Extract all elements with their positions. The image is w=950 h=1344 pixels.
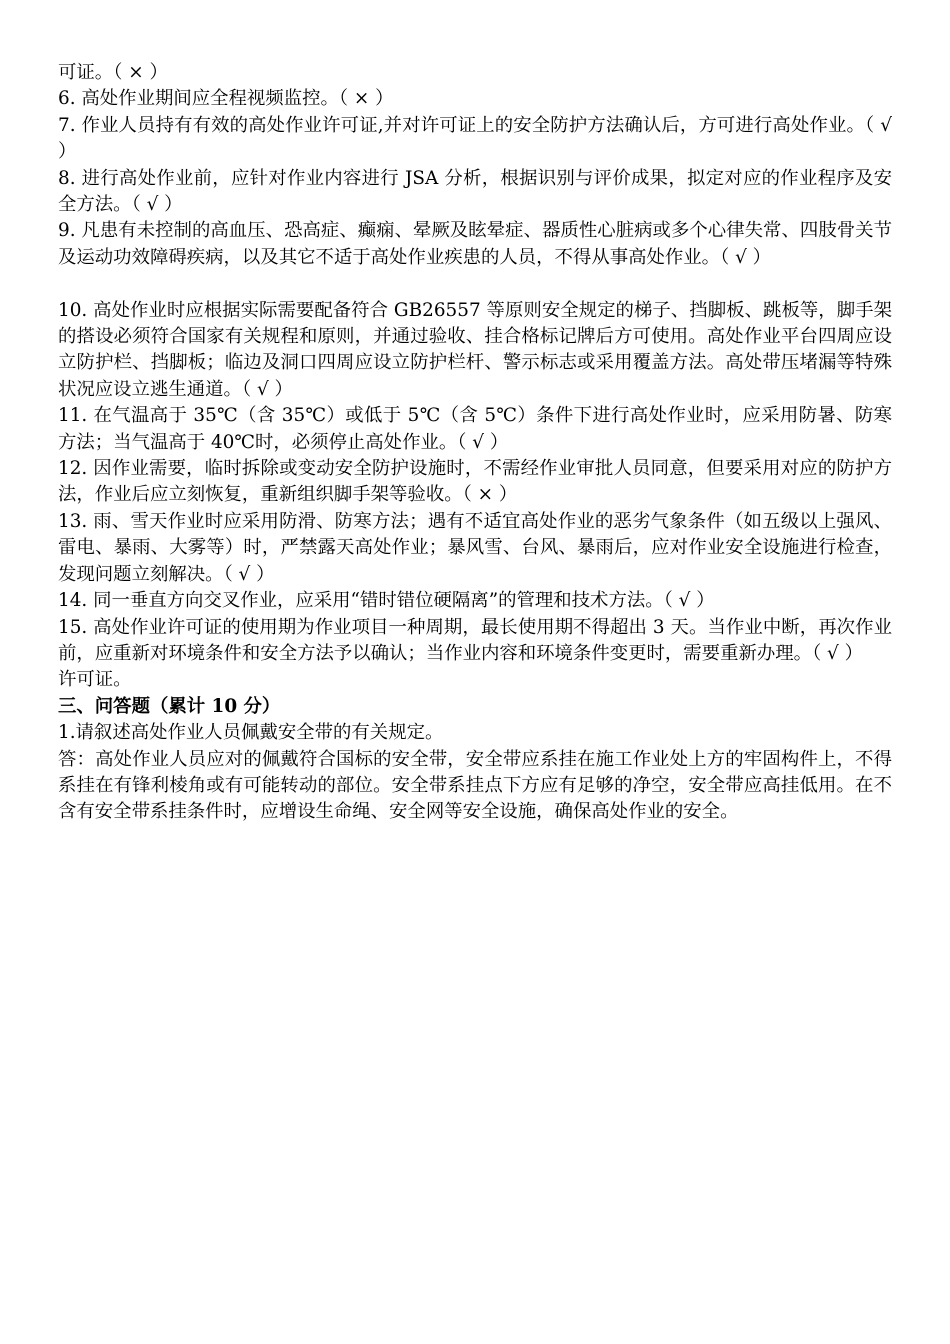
item-6: 6. 高处作业期间应全程视频监控。（ × ） bbox=[58, 88, 394, 110]
item-12: 12. 因作业需要，临时拆除或变动安全防护设施时，不需经作业审批人员同意，但要采用对应的防护方法，作业后应立刻恢复，重新组织脚手架等验收。（ × ） bbox=[58, 458, 892, 506]
question-1: 1.请叙述高处作业人员佩戴安全带的有关规定。 bbox=[58, 722, 444, 744]
item-11: 11. 在气温高于 35℃（含 35℃）或低于 5℃（含 5℃）条件下进行高处作业时，应采用防暑、防寒方法；当气温高于 40℃时，必须停止高处作业。（ √ ） bbox=[58, 405, 892, 453]
item-10: 10. 高处作业时应根据实际需要配备符合 GB26557 等原则安全规定的梯子、挡脚板、跳板等，脚手架的搭设必须符合国家有关规程和原则，并通过验收、挂合格标记牌后方可使用。高处作业平台四周应设立防护栏、挡脚板；临边及洞口四周应设立防护栏杆、警示标志或采用覆盖方法。高处带压堵漏等特殊状况应设立逃生通道。（ √ ） bbox=[58, 299, 892, 400]
section-title: 三、问答题（累计 10 分） bbox=[58, 695, 281, 717]
answer-1: 答：高处作业人员应对的佩戴符合国标的安全带，安全带应系挂在施工作业处上方的牢固构件上，不得系挂在有锋利棱角或有可能转动的部位。安全带系挂点下方应有足够的净空，安全带应高挂低用。在不含有安全带系挂条件时，应增设生命绳、安全网等安全设施，确保高处作业的安全。 bbox=[58, 748, 892, 823]
paragraph-fragment: 许可证。 bbox=[58, 669, 132, 691]
item-14: 14. 同一垂直方向交叉作业，应采用“错时错位硬隔离”的管理和技术方法。（ √ ） bbox=[58, 590, 715, 612]
document-page bbox=[58, 60, 892, 826]
item-7: 7. 作业人员持有有效的高处作业许可证,并对许可证上的安全防护方法确认后，方可进行高处作业。（ √ ） bbox=[58, 114, 892, 163]
blank-line bbox=[58, 271, 892, 297]
item-15: 15. 高处作业许可证的使用期为作业项目一种周期，最长使用期不得超出 3 天。当作业中断，再次作业前，应重新对环境条件和安全方法予以确认；当作业内容和环境条件变更时，需要重新办理。（ √ ） bbox=[58, 616, 892, 664]
item-8: 8. 进行高处作业前，应针对作业内容进行 JSA 分析，根据识别与评价成果，拟定对应的作业程序及安全方法。（ √ ） bbox=[58, 167, 892, 216]
paragraph-continuation: 可证。（ × ） bbox=[58, 62, 168, 83]
item-13: 13. 雨、雪天作业时应采用防滑、防寒方法；遇有不适宜高处作业的恶劣气象条件（如五级以上强风、雷电、暴雨、大雾等）时，严禁露天高处作业；暴风雪、台风、暴雨后，应对作业安全设施进行检查，发现问题立刻解决。（ √ ） bbox=[58, 510, 892, 585]
item-9: 9. 凡患有未控制的高血压、恐高症、癫痫、晕厥及眩晕症、器质性心脏病或多个心律失常、四肢骨关节及运动功效障碍疾病，以及其它不适于高处作业疾患的人员，不得从事高处作业。（ √ ） bbox=[58, 220, 892, 268]
